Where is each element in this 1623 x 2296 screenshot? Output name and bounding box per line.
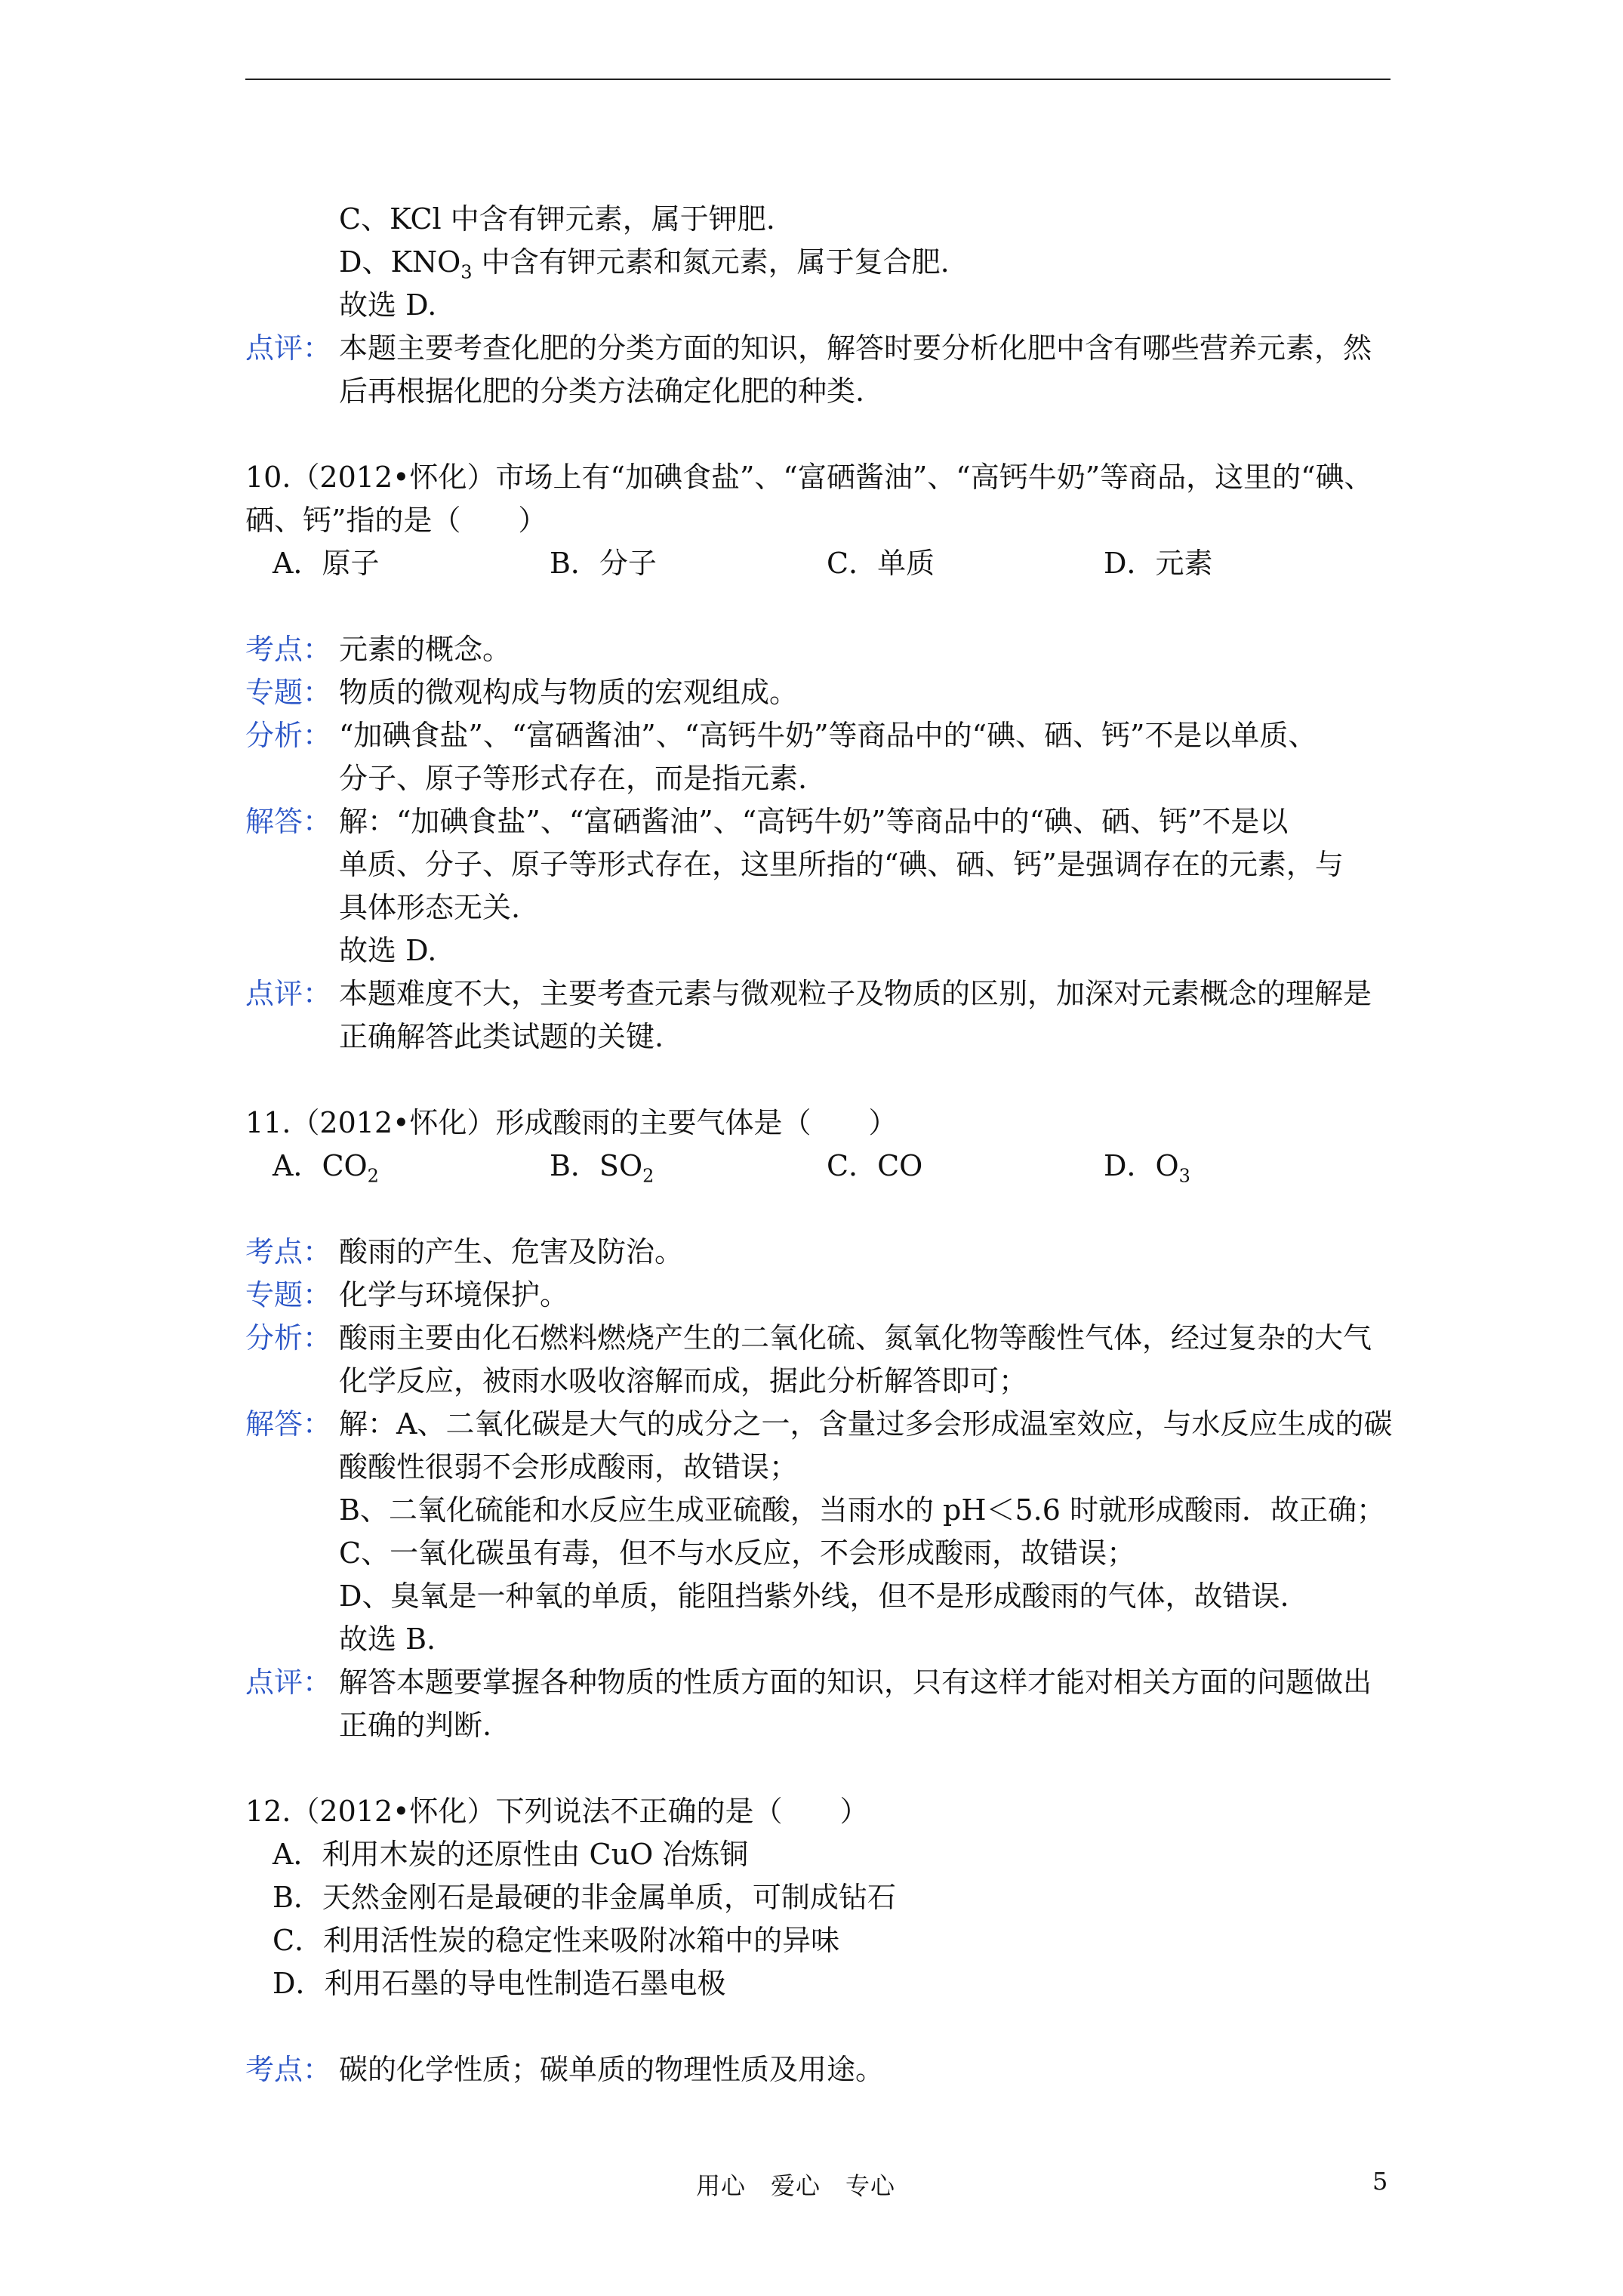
option-b: B．天然金刚石是最硬的非金属单质，可制成钻石 xyxy=(273,1881,896,1914)
comment-block: 点评： 解答本题要掌握各种物质的性质方面的知识，只有这样才能对相关方面的问题做出 正确的判断. xyxy=(245,1666,1372,1742)
option-c: C．单质 xyxy=(827,547,935,580)
solution-block: 解答： 解：A、二氧化碳是大气的成分之一，含量过多会形成温室效应，与水反应生成的碳 酸酸性很弱不会形成酸雨，故错误； B、二氧化硫能和水反应生成亚硫酸，当雨水的 pH＜5.6 时就形成酸雨．故正确； C、一氧化碳虽有毒，但不与水反应，不会形成酸雨，故错误； D、臭氧是一种氧的单质，能阻挡紫外线，但不是形成酸雨的气体，故错误. 故选 B. xyxy=(245,1407,1393,1656)
question-11-options xyxy=(245,1145,1393,1188)
page-number: 5 xyxy=(1372,2167,1388,2196)
question-10: 10.（2012•怀化）市场上有“加碘食盐”、“富硒酱油”、“高钙牛奶”等商品，这里的“碘、 xyxy=(245,461,1373,494)
question-10-options xyxy=(245,542,1393,585)
point-block: 考点： 元素的概念。 xyxy=(245,633,512,666)
option-d: D．$O_3$ xyxy=(1104,1149,1190,1187)
point-block: 考点： 碳的化学性质；碳单质的物理性质及用途。 xyxy=(245,2053,885,2086)
analysis-block: 分析： “加碘食盐”、“富硒酱油”、“高钙牛奶”等商品中的“碘、硒、钙”不是以单质、 分子、原子等形式存在，而是指元素. xyxy=(245,719,1317,795)
option-d: D．元素 xyxy=(1104,547,1213,580)
option-a: A．原子 xyxy=(273,547,380,580)
footer-slogan: 用心 爱心 专心 xyxy=(696,2171,896,2200)
header-rule xyxy=(245,79,1390,80)
topic-block: 专题： 物质的微观构成与物质的宏观组成。 xyxy=(245,676,799,709)
option-b: B．$SO_2$ xyxy=(550,1149,654,1187)
question-12: 12.（2012•怀化）下列说法不正确的是（ ） xyxy=(245,1795,869,1828)
answer-line: 故选 D. xyxy=(339,288,437,322)
comment-label: 点评： xyxy=(245,331,332,365)
solution-block: 解答： 解：“加碘食盐”、“富硒酱油”、“高钙牛奶”等商品中的“碘、硒、钙”不是以 单质、分子、原子等形式存在，这里所指的“碘、硒、钙”是强调存在的元素，与 具体形态无关. 故选 D. xyxy=(245,805,1344,967)
option-a: A．$CO_2$ xyxy=(273,1149,379,1187)
question-10-cont: 硒、钙”指的是（ ） xyxy=(245,504,547,537)
answer-line: C、KCl 中含有钾元素，属于钾肥. xyxy=(339,202,775,236)
point-block: 考点： 酸雨的产生、危害及防治。 xyxy=(245,1235,684,1268)
page-content xyxy=(245,198,1393,2091)
comment-block: 点评： 本题难度不大，主要考查元素与微观粒子及物质的区别，加深对元素概念的理解是 正确解答此类试题的关键. xyxy=(245,977,1372,1053)
topic-block: 专题： 化学与环境保护。 xyxy=(245,1278,569,1311)
option-b: B．分子 xyxy=(550,547,657,580)
question-11: 11.（2012•怀化）形成酸雨的主要气体是（ ） xyxy=(245,1106,898,1139)
option-a: A．利用木炭的还原性由 CuO 冶炼铜 xyxy=(273,1838,749,1871)
comment-block: 点评： 本题主要考查化肥的分类方面的知识，解答时要分析化肥中含有哪些营养元素，然 后再根据化肥的分类方法确定化肥的种类. xyxy=(245,327,1393,413)
answer-line: D、$KNO_3$ 中含有钾元素和氮元素，属于复合肥. xyxy=(339,245,950,283)
analysis-block: 分析： 酸雨主要由化石燃料燃烧产生的二氧化硫、氮氧化物等酸性气体，经过复杂的大气 化学反应，被雨水吸收溶解而成，据此分析解答即可； xyxy=(245,1321,1372,1398)
option-c: C．CO xyxy=(827,1149,923,1182)
option-d: D．利用石墨的导电性制造石墨电极 xyxy=(273,1967,726,2000)
option-c: C．利用活性炭的稳定性来吸附冰箱中的异味 xyxy=(273,1924,840,1957)
